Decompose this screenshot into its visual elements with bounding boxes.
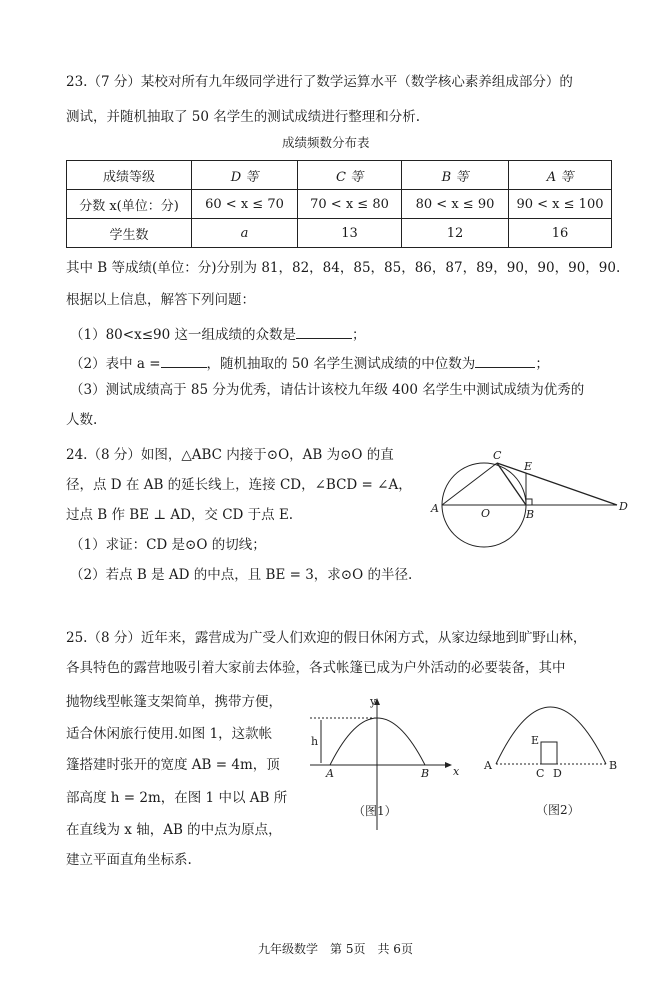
- fig1-label-b: B: [421, 767, 430, 780]
- q23-line1: 23.（7 分）某校对所有九年级同学进行了数学运算水平（数学核心素养组成部分）的: [66, 74, 573, 90]
- parabola-fig2: [496, 707, 606, 764]
- fig1-caption: （图1）: [353, 804, 397, 818]
- q25-line1: 25.（8 分）近年来，露营成为广受人们欢迎的假日休闲方式，从家边绿地到旷野山林，: [66, 630, 587, 646]
- line-ac: [442, 463, 497, 505]
- q24-sub1: （1）求证：CD 是⊙O 的切线；: [70, 537, 266, 553]
- label-a: A: [431, 502, 439, 515]
- q24-line3: 过点 B 作 BE ⊥ AD，交 CD 于点 E.: [66, 507, 294, 523]
- label-y: y: [370, 695, 377, 708]
- q25-line3: 抛物线型帐篷支架简单，携带方便，: [66, 694, 282, 710]
- q24-line1: 24.（8 分）如图，△ABC 内接于⊙O，AB 为⊙O 的直: [66, 447, 394, 463]
- q23-line2: 测试，并随机抽取了 50 名学生的测试成绩进行整理和分析.: [66, 109, 421, 125]
- table-cell: 60 < x ≤ 70: [192, 190, 298, 219]
- page-footer: 九年级数学 第 5页 共 6页: [258, 942, 413, 956]
- fig2-label-b: B: [609, 759, 618, 772]
- q25-line2: 各具特色的露营地吸引着大家前去体验，各式帐篷已成为户外活动的必要装备，其中: [66, 660, 566, 676]
- table-cell: 12: [402, 219, 509, 248]
- q23-sub3-line2: 人数.: [66, 412, 98, 428]
- fig2-caption: （图2）: [536, 803, 580, 817]
- label-x: x: [453, 765, 460, 778]
- fig1-label-a: A: [326, 767, 334, 780]
- fig2-label-d: D: [553, 767, 562, 780]
- q23-prompt: 根据以上信息，解答下列问题：: [66, 292, 255, 308]
- q25-line7: 在直线为 x 轴，AB 的中点为原点，: [66, 822, 282, 838]
- table-cell: a: [192, 219, 298, 248]
- table-header: A 等: [509, 161, 612, 190]
- q23-sub1-end: ；: [351, 327, 366, 343]
- fig2-label-a: A: [484, 759, 492, 772]
- q24-sub2: （2）若点 B 是 AD 的中点，且 BE = 3，求⊙O 的半径.: [70, 567, 413, 583]
- table-header: D 等: [192, 161, 298, 190]
- label-o: O: [481, 507, 491, 520]
- table-header: B 等: [402, 161, 509, 190]
- fig2-label-c: C: [536, 767, 545, 780]
- q23-sub1-text: （1）80<x≤90 这一组成绩的众数是: [70, 327, 296, 343]
- fig2-label-e: E: [531, 734, 540, 747]
- label-d: D: [619, 500, 628, 513]
- q23-sub2-text2: ，随机抽取的 50 名学生测试成绩的中位数为: [206, 356, 476, 372]
- label-h: h: [311, 735, 319, 748]
- table-cell: 90 < x ≤ 100: [509, 190, 612, 219]
- label-b: B: [526, 508, 535, 521]
- table-header: C 等: [298, 161, 402, 190]
- label-e: E: [524, 460, 533, 473]
- table-cell: 16: [509, 219, 612, 248]
- q25-line8: 建立平面直角坐标系.: [66, 852, 192, 868]
- q23-sub2-text: （2）表中 a =: [70, 356, 161, 372]
- table-header: 成绩等级: [67, 161, 192, 190]
- q25-line5: 篷搭建时张开的宽度 AB = 4m，顶: [66, 757, 280, 773]
- table-cell: 80 < x ≤ 90: [402, 190, 509, 219]
- right-angle-mark: [526, 499, 532, 505]
- table-cell: 学生数: [67, 219, 192, 248]
- table-cell: 13: [298, 219, 402, 248]
- b-scores: 其中 B 等成绩(单位：分)分别为 81，82，84，85，85，86，87，89，90，90，90，90.: [66, 260, 621, 276]
- rectangle-cdef: [541, 742, 557, 764]
- q23-sub3-line1: （3）测试成绩高于 85 分为优秀，请估计该校九年级 400 名学生中测试成绩为优秀的: [70, 382, 585, 398]
- table-title: 成绩频数分布表: [282, 135, 370, 150]
- line-cd: [497, 463, 617, 505]
- label-c: C: [493, 449, 502, 462]
- x-arrow-icon: [445, 762, 452, 768]
- table-cell: 分数 x(单位：分): [67, 190, 192, 219]
- q25-line4: 适合休闲旅行使用.如图 1，这款帐: [66, 726, 273, 742]
- line-bc: [497, 463, 526, 505]
- q23-sub2-end: ；: [535, 356, 549, 372]
- q24-line2: 径，点 D 在 AB 的延长线上，连接 CD，∠BCD = ∠A，: [66, 477, 412, 493]
- table-cell: 70 < x ≤ 80: [298, 190, 402, 219]
- q25-line6: 部高度 h = 2m，在图 1 中以 AB 所: [66, 790, 288, 806]
